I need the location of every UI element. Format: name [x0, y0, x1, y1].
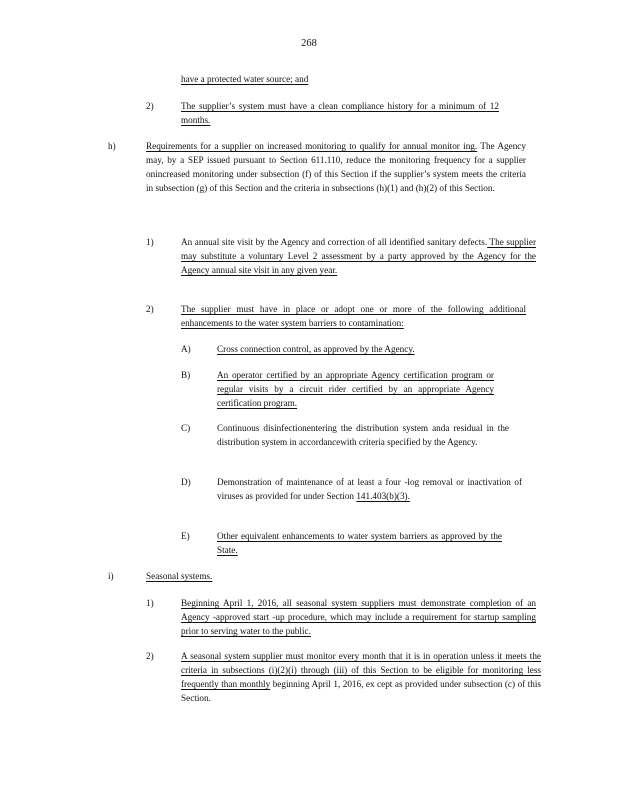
paragraph-inserted-text: The supplier may substitute a voluntary Level 2 assessment by a party approved by the Agency for the Agency annual site visit in any given year.	[181, 237, 536, 275]
paragraph-g1-continuation	[181, 72, 371, 86]
paragraph-text: An annual site visit by the Agency and correction of all identified sanitary defects.	[181, 237, 488, 247]
paragraph-label: 1)	[146, 598, 154, 608]
paragraph-label: i)	[108, 571, 114, 581]
paragraph-inserted-text: A seasonal system supplier must monitor every month that it is in operation unless it meets the criteria in subsections (i)(2)(i) through (iii) of this Section to be eligible for monitoring less frequently than monthly	[181, 651, 541, 689]
paragraph-text: The supplier must have in place or adopt one or more of the following additional enhancements to the water system barriers to contamination:	[181, 304, 526, 328]
paragraph-label: E)	[181, 531, 190, 541]
paragraph-heading: Seasonal systems.	[146, 571, 213, 581]
paragraph-text: Other equivalent enhancements to water system barriers as approved by the State.	[217, 531, 502, 555]
paragraph-text: have a protected water source; and	[181, 74, 309, 84]
paragraph-label: h)	[108, 141, 116, 151]
paragraph-label: 1)	[146, 237, 154, 247]
paragraph-label: 2)	[146, 651, 154, 661]
paragraph-text: Beginning April 1, 2016, all seasonal system suppliers must demonstrate completion of an Agency -approved start -up procedure, which may include a requirement for startup sampling prior to serving water to the public.	[181, 598, 536, 636]
paragraph-text: Continuous disinfectionentering the distribution system anda residual in the distribution system in accordancewith criteria specified by the Agency.	[217, 423, 509, 447]
paragraph-text: An operator certified by an appropriate Agency certification program or regular visits by a circuit rider certified by an appropriate Agency certification program.	[217, 370, 494, 408]
paragraph-label: B)	[181, 370, 191, 380]
paragraph-text: Cross connection control, as approved by the Agency.	[217, 344, 415, 354]
page-number: 268	[301, 38, 317, 49]
paragraph-text: beginning April 1, 2016, ex cept as provided under subsection (c) of this Section.	[181, 679, 541, 703]
paragraph-text: The supplier’s system must have a clean compliance history for a minimum of 12 months.	[181, 101, 499, 125]
paragraph-label: 2)	[146, 304, 154, 314]
paragraph-text: The Agency may, by a SEP issued pursuant to Section 611.110, reduce the monitoring frequency for a supplier onincreased monitoring under subsection (f) of this Section if the supplier’s system meets the criteria in subsection (g) of this Section and the criteria in subsections (h)(1) and (h)(2) of this Section.	[146, 141, 526, 193]
paragraph-heading: Requirements for a supplier on increased monitoring to qualify for annual monitor ing.	[146, 141, 478, 151]
paragraph-label: 2)	[146, 101, 154, 111]
paragraph-text: Demonstration of maintenance of at least a four -log removal or inactivation of viruses as provided for under Section	[217, 477, 522, 501]
paragraph-label: C)	[181, 423, 191, 433]
paragraph-inserted-text: 141.403(b)(3).	[356, 491, 410, 501]
paragraph-label: D)	[181, 477, 191, 487]
paragraph-label: A)	[181, 344, 191, 354]
